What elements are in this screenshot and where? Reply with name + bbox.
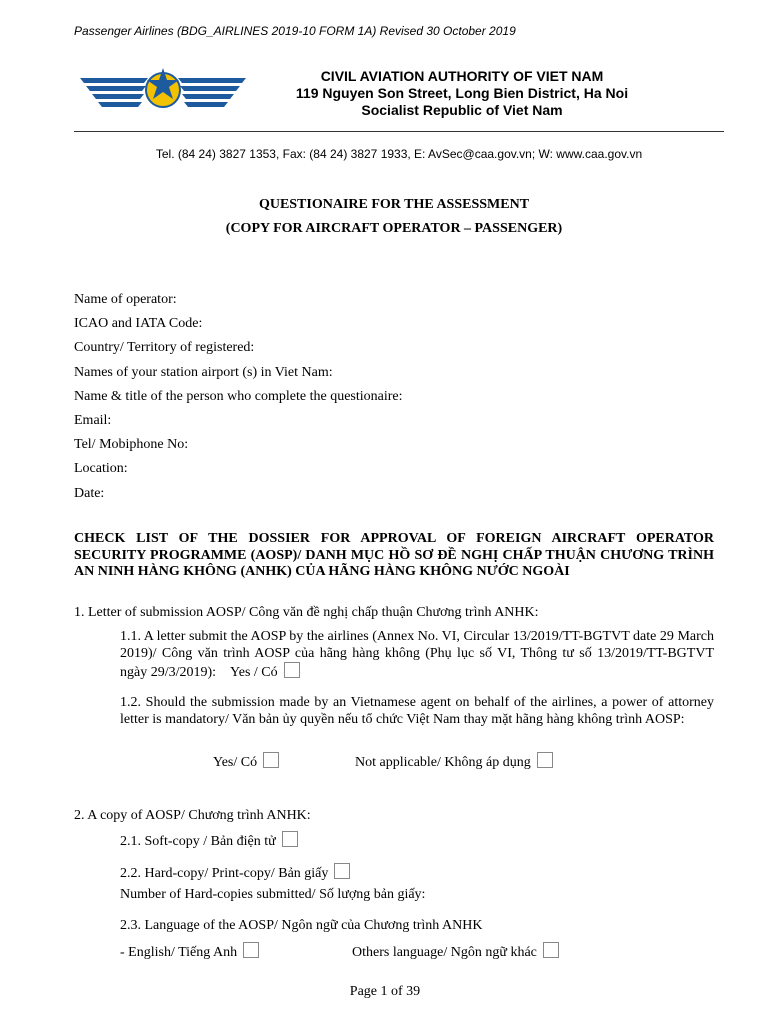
item1-2-yes <box>213 752 279 771</box>
field-icao-iata-code: ICAO and IATA Code: <box>74 316 203 332</box>
item2-title: 2. A copy of AOSP/ Chương trình ANHK: <box>74 808 311 823</box>
item2-3-english-checkbox[interactable] <box>243 942 259 958</box>
authority-country: Socialist Republic of Viet Nam <box>361 102 563 118</box>
item2-3-title: 2.3. Language of the AOSP/ Ngôn ngữ của Chương trình ANHK <box>120 918 483 933</box>
item1-1-text: 1.1. A letter submit the AOSP by the airlines (Annex No. VI, Circular 13/2019/TT-BGTVT date 29 March 2019)/ Công văn trình AOSP của hãng hàng không (Phụ lục số VI, Thông tư số 13/2019/TT-BGTVT ngày 29/3/2019): <box>120 629 714 680</box>
item2-1-checkbox[interactable] <box>282 831 298 847</box>
item1-1 <box>120 629 714 682</box>
field-date: Date: <box>74 485 105 501</box>
item2-3-other <box>352 942 559 961</box>
item1-2-yes-checkbox[interactable] <box>263 752 279 768</box>
item2-1-label: 2.1. Soft-copy / Bản điện tử <box>120 834 276 849</box>
operator-info-fields <box>74 288 403 506</box>
item1-1-yes-label: Yes / Có <box>230 665 278 680</box>
field-location: Location: <box>74 461 128 477</box>
item1-2-text: 1.2. Should the submission made by an Vietnamese agent on behalf of the airlines, a power of attorney letter is mandatory/ Văn bản ủy quyền nếu tổ chức Việt Nam thay mặt hãng hàng không trình AOSP: <box>120 695 714 727</box>
authority-address: 119 Nguyen Son Street, Long Bien District, Ha Noi <box>295 85 629 101</box>
item1-title: 1. Letter of submission AOSP/ Công văn đề nghị chấp thuận Chương trình ANHK: <box>74 605 539 620</box>
item2-3-other-checkbox[interactable] <box>543 942 559 958</box>
page-number: Page 1 of 39 <box>349 984 421 999</box>
field-email: Email: <box>74 413 112 429</box>
document-header: Passenger Airlines (BDG_AIRLINES 2019-10 FORM 1A) Revised 30 October 2019 <box>74 24 516 38</box>
field-operator-name: Name of operator: <box>74 292 177 307</box>
title-line-2: (COPY FOR AIRCRAFT OPERATOR – PASSENGER) <box>225 221 563 236</box>
field-contact-person: Name & title of the person who complete the questionaire: <box>74 388 403 404</box>
checklist-heading: CHECK LIST OF THE DOSSIER FOR APPROVAL OF FOREIGN AIRCRAFT OPERATOR SECURITY PROGRAMME (AOSP)/ DANH MỤC HỒ SƠ ĐỀ NGHỊ CHẤP THUẬN CHƯƠNG TRÌNH AN NINH HÀNG KHÔNG (ANHK) CỦA HÃNG HÀNG KHÔNG NƯỚC NGOÀI <box>74 531 714 579</box>
item2-3-english <box>120 942 259 961</box>
item1-2-na-checkbox[interactable] <box>537 752 553 768</box>
field-country: Country/ Territory of registered: <box>74 340 255 356</box>
authority-name: CIVIL AVIATION AUTHORITY OF VIET NAM <box>320 68 604 84</box>
page-title <box>74 193 714 241</box>
header-rule <box>74 131 724 132</box>
authority-block <box>262 68 662 119</box>
field-station-airports: Names of your station airport (s) in Viet Nam: <box>74 364 333 380</box>
item2-2-checkbox[interactable] <box>334 863 350 879</box>
field-phone: Tel/ Mobiphone No: <box>74 437 189 453</box>
item2-2-label: 2.2. Hard-copy/ Print-copy/ Bản giấy <box>120 866 329 881</box>
item2-1 <box>120 831 298 850</box>
item2-3-other-label: Others language/ Ngôn ngữ khác <box>352 945 537 960</box>
contact-line: Tel. (84 24) 3827 1353, Fax: (84 24) 3827 1933, E: AvSec@caa.gov.vn; W: www.caa.gov.vn <box>155 147 643 161</box>
item2-2 <box>120 863 350 882</box>
caa-logo <box>78 66 248 121</box>
item2-3-english-label: - English/ Tiếng Anh <box>120 945 238 960</box>
item1-2-na-label: Not applicable/ Không áp dụng <box>355 755 531 770</box>
item1-2-na <box>355 752 553 771</box>
item1-1-yes-checkbox[interactable] <box>284 662 300 678</box>
item1-2-yes-label: Yes/ Có <box>213 755 258 770</box>
title-line-1: QUESTIONAIRE FOR THE ASSESSMENT <box>258 197 530 212</box>
item2-2-count: Number of Hard-copies submitted/ Số lượng bản giấy: <box>120 887 426 902</box>
